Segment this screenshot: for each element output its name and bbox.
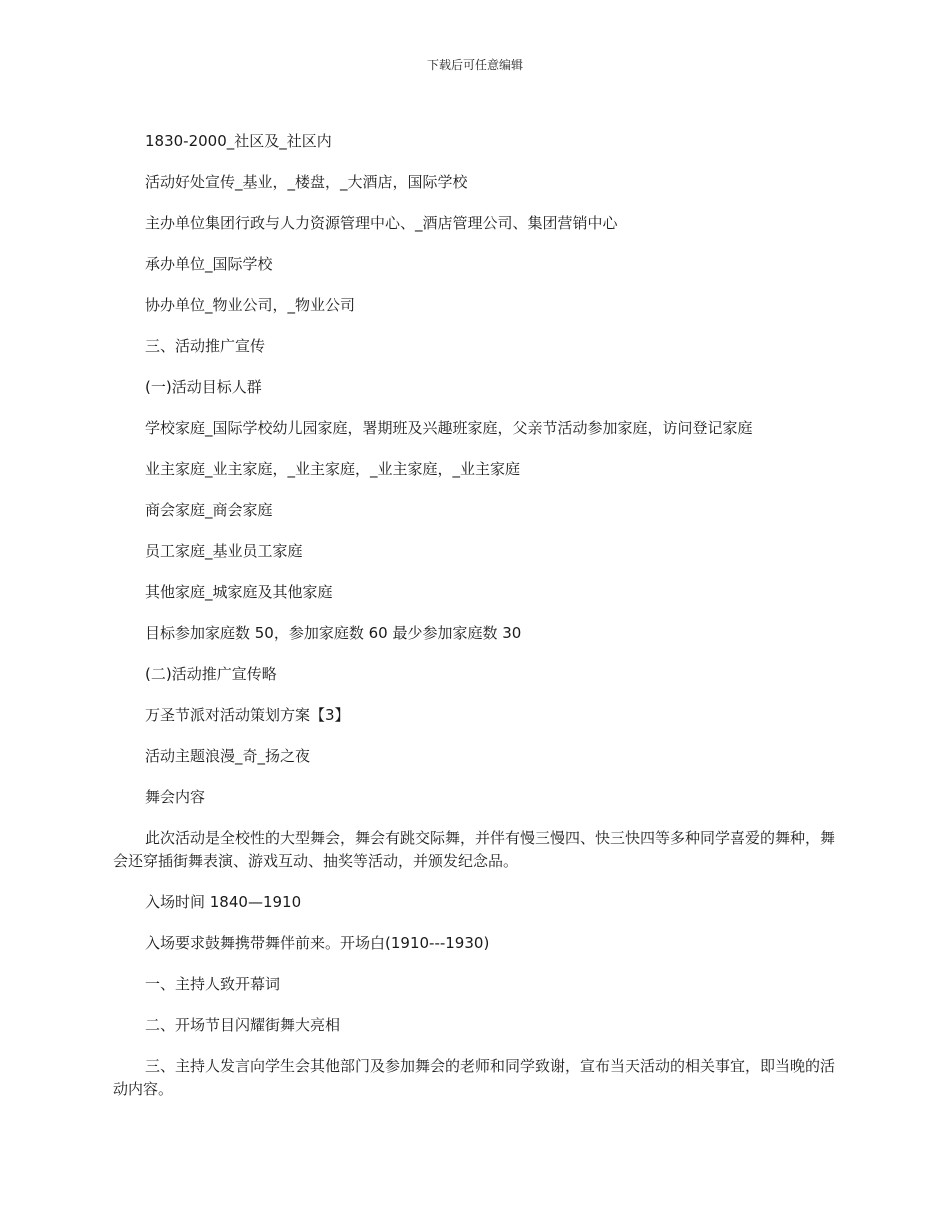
paragraph-entry-requirement: 入场要求鼓舞携带舞伴前来。开场白(1910---1930) [145, 934, 490, 952]
paragraph-owner-families: 业主家庭_业主家庭，_业主家庭，_业主家庭，_业主家庭 [145, 460, 521, 478]
paragraph-school-families: 学校家庭_国际学校幼儿园家庭，署期班及兴趣班家庭，父亲节活动参加家庭，访问登记家庭 [145, 419, 753, 437]
paragraph-event-theme: 活动主题浪漫_奇_扬之夜 [145, 747, 311, 765]
paragraph-employee-families: 员工家庭_基业员工家庭 [145, 542, 303, 560]
paragraph-other-families: 其他家庭_城家庭及其他家庭 [145, 583, 333, 601]
subheading-promotion-strategy: (二)活动推广宣传略 [145, 665, 277, 683]
paragraph-time-location: 1830-2000_社区及_社区内 [145, 132, 332, 150]
subheading-dance-content: 舞会内容 [145, 788, 206, 806]
section-title-halloween-plan: 万圣节派对活动策划方案【3】 [145, 706, 350, 724]
paragraph-target-count: 目标参加家庭数 50，参加家庭数 60 最少参加家庭数 30 [145, 624, 522, 642]
paragraph-organizer: 主办单位集团行政与人力资源管理中心、_酒店管理公司、集团营销中心 [145, 214, 618, 232]
paragraph-undertaker: 承办单位_国际学校 [145, 255, 273, 273]
paragraph-chamber-families: 商会家庭_商会家庭 [145, 501, 273, 519]
paragraph-promotion-benefits: 活动好处宣传_基业，_楼盘，_大酒店，国际学校 [145, 173, 468, 191]
document-body [113, 130, 835, 1119]
paragraph-entry-time: 入场时间 1840—1910 [145, 893, 302, 911]
section-heading-promotion: 三、活动推广宣传 [145, 337, 266, 355]
paragraph-dance-description: 此次活动是全校性的大型舞会，舞会有跳交际舞，并伴有慢三慢四、快三快四等多种同学喜爱的舞种，舞会还穿插街舞表演、游戏互动、抽奖等活动，并颁发纪念品。 [113, 829, 836, 870]
paragraph-opening-speech: 一、主持人致开幕词 [145, 975, 281, 993]
paragraph-opening-show: 二、开场节目闪耀街舞大亮相 [145, 1016, 341, 1034]
paragraph-host-thanks: 三、主持人发言向学生会其他部门及参加舞会的老师和同学致谢，宣布当天活动的相关事宜，即当晚的活动内容。 [113, 1057, 836, 1098]
paragraph-co-organizer: 协办单位_物业公司，_物业公司 [145, 296, 356, 314]
subheading-target-audience: (一)活动目标人群 [145, 378, 262, 396]
page-header-note: 下载后可任意编辑 [426, 58, 523, 72]
